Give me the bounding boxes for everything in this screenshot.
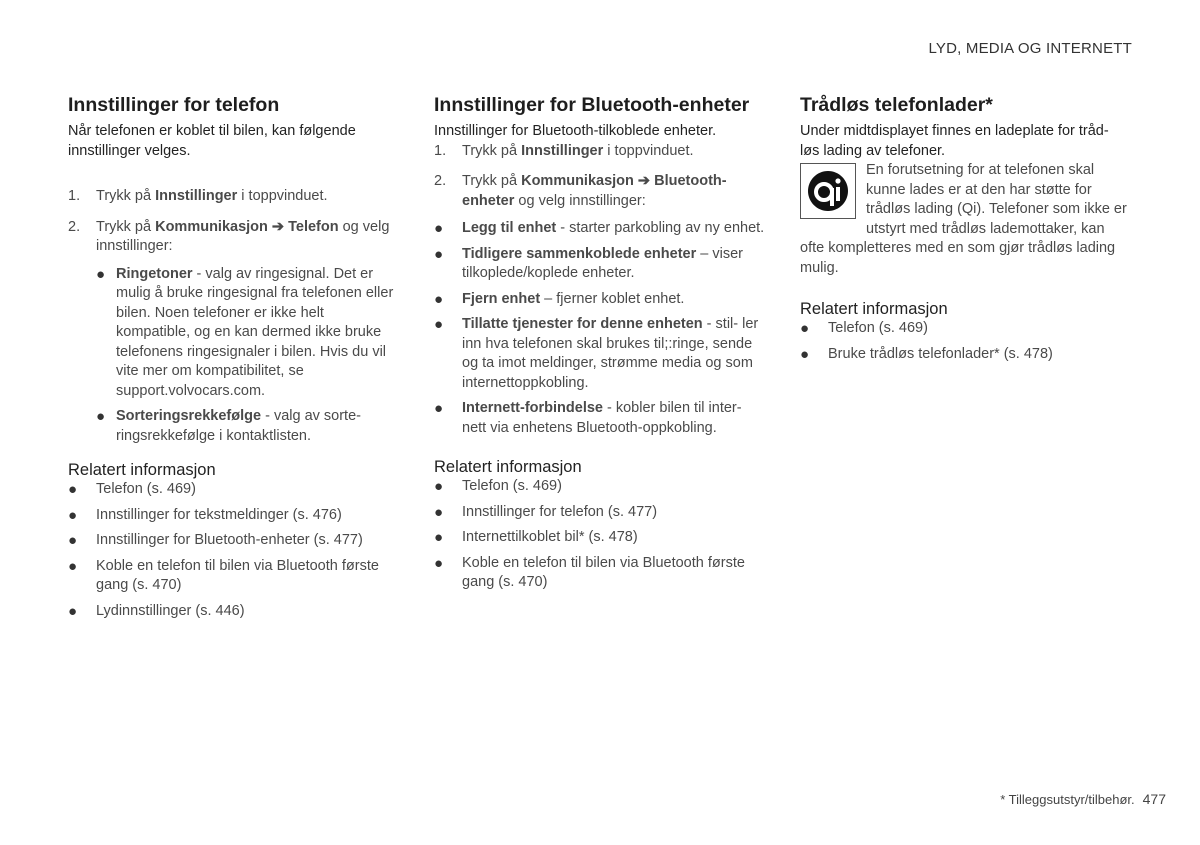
related-link[interactable]	[68, 602, 400, 622]
list-item	[434, 315, 766, 393]
related-link[interactable]	[434, 503, 766, 523]
related-title: Relatert informasjon	[434, 458, 582, 476]
bullet-icon: ●	[68, 481, 78, 498]
step-text: og velg innstillinger:	[96, 218, 390, 254]
step-text: Trykk på	[96, 218, 156, 235]
bullet-icon: ●	[800, 320, 810, 337]
related-link[interactable]	[68, 557, 400, 596]
related-link[interactable]	[434, 528, 766, 548]
bullet-icon: ●	[68, 557, 78, 575]
section-header: LYD, MEDIA OG INTERNETT	[928, 40, 1132, 57]
step-text: i toppvinduet.	[603, 142, 694, 159]
option-keyword: Internett-forbindelse	[462, 400, 603, 416]
section-title: Innstillinger for telefon	[68, 94, 280, 116]
bullet-icon: ●	[68, 602, 78, 620]
footnote: * Tilleggsutstyr/tilbehør.	[1000, 792, 1135, 807]
list-item	[68, 407, 400, 446]
bullet-icon: ●	[68, 506, 78, 524]
bullet-icon: ●	[434, 400, 444, 417]
related-link-text: Innstillinger for telefon (s. 477)	[462, 503, 658, 520]
phone-settings-section	[68, 93, 400, 621]
qi-logo-icon	[805, 168, 851, 214]
bullet-icon: ●	[434, 554, 444, 572]
bullet-icon: ●	[434, 529, 444, 546]
menu-keyword: Kommunikasjon	[155, 218, 268, 235]
qi-wireless-charging-icon	[800, 163, 856, 219]
related-link-text: Innstillinger for Bluetooth-enheter (s. 477)	[96, 532, 363, 548]
option-keyword: Tidligere sammenkoblede enheter	[462, 245, 697, 262]
related-link[interactable]	[800, 319, 1130, 339]
bullet-icon: ●	[434, 220, 444, 237]
charger-body-text: En forutsetning for at telefonen skal kunne lades er at den har støtte for trådløs lading (Qi). Telefoner som ikke er utstyrt med trådløs lademottaker, kan ofte kompletteres med en som gjør trådløs lading mulig.	[800, 162, 1127, 276]
option-text: - kobler bilen til inter- nett via enhetens Bluetooth-oppkobling.	[462, 400, 742, 436]
menu-keyword: Bluetooth- enheter	[462, 173, 727, 209]
option-keyword: Tillatte tjenester for denne enheten	[462, 316, 703, 332]
step-item	[68, 187, 400, 207]
option-text: - stil- ler inn hva telefonen skal brukes til;:ringe, sende og ta imot meldinger, strømme media og som internettoppkobling.	[462, 316, 759, 391]
bullet-icon: ●	[434, 316, 444, 333]
option-keyword: Legg til enhet	[462, 220, 557, 236]
step-number: 2.	[434, 173, 447, 189]
option-text: - starter parkobling av ny enhet.	[556, 220, 765, 236]
related-link-text: Koble en telefon til bilen via Bluetooth første gang (s. 470)	[462, 554, 745, 590]
bluetooth-settings-section	[434, 93, 766, 593]
step-text: i toppvinduet.	[237, 188, 328, 204]
option-text: – viser tilkoplede/koplede enheter.	[462, 245, 743, 281]
related-link-text: Lydinnstillinger (s. 446)	[96, 602, 245, 619]
bullet-icon: ●	[68, 532, 78, 549]
section-intro: Innstillinger for Bluetooth-tilkoblede enheter.	[434, 123, 717, 139]
page-footer	[1000, 791, 1166, 807]
related-link-text: Telefon (s. 469)	[828, 320, 928, 336]
related-link[interactable]	[68, 506, 400, 526]
list-item	[434, 245, 766, 284]
related-link[interactable]	[800, 345, 1130, 365]
bullet-icon: ●	[434, 478, 444, 495]
bullet-icon: ●	[434, 245, 444, 263]
related-link-text: Telefon (s. 469)	[96, 481, 196, 497]
list-item	[434, 219, 766, 239]
section-title: Innstillinger for Bluetooth-enheter	[434, 94, 750, 116]
related-link[interactable]	[68, 480, 400, 500]
step-text: Trykk på	[96, 188, 156, 204]
menu-keyword: Innstillinger	[155, 188, 238, 204]
bullet-icon: ●	[800, 345, 810, 363]
related-link-text: Innstillinger for tekstmeldinger (s. 476)	[96, 506, 342, 523]
step-text: Trykk på	[462, 173, 522, 189]
bullet-icon: ●	[434, 290, 444, 308]
step-number: 2.	[68, 218, 81, 235]
option-text: - valg av ringesignal. Det er mulig å bruke ringesignal fra telefonen eller bilen. Noen telefoner er ikke helt kompatible, og en kan dermed ikke bruke telefonens ringesignaler i bilen. Hvis du vil vite mer om kompatibilitet, se support.volvocars.com.	[116, 265, 394, 399]
option-keyword: Fjern enhet	[462, 290, 541, 307]
step-item	[68, 218, 400, 257]
menu-keyword: Kommunikasjon	[521, 173, 634, 189]
option-text: – fjerner koblet enhet.	[540, 290, 685, 307]
related-link[interactable]	[434, 477, 766, 497]
section-intro: Når telefonen er koblet til bilen, kan følgende innstillinger velges.	[68, 123, 356, 159]
related-link-text: Bruke trådløs telefonlader* (s. 478)	[828, 345, 1053, 362]
charger-description	[800, 161, 1130, 278]
page-number: 477	[1142, 791, 1166, 807]
list-item	[434, 290, 766, 310]
related-link[interactable]	[68, 531, 400, 551]
related-link-text: Internettilkoblet bil* (s. 478)	[462, 529, 638, 545]
list-item	[434, 399, 766, 438]
step-number: 1.	[434, 142, 447, 159]
related-title: Relatert informasjon	[68, 461, 216, 479]
step-text: Trykk på	[462, 142, 522, 159]
bullet-icon: ●	[96, 265, 106, 283]
related-title: Relatert informasjon	[800, 300, 948, 318]
step-item	[434, 172, 766, 211]
related-link-text: Koble en telefon til bilen via Bluetooth første gang (s. 470)	[96, 557, 379, 593]
section-intro: Under midtdisplayet finnes en ladeplate for tråd- løs lading av telefoner.	[800, 123, 1109, 159]
wireless-charger-section	[800, 93, 1130, 364]
menu-keyword: Telefon	[288, 218, 339, 235]
arrow-right-icon: ➔	[637, 173, 651, 189]
menu-keyword: Innstillinger	[521, 142, 604, 159]
step-item	[434, 142, 766, 162]
option-keyword: Sorteringsrekkefølge	[116, 408, 262, 424]
section-title: Trådløs telefonlader*	[800, 94, 993, 116]
option-keyword: Ringetoner	[116, 265, 193, 282]
step-text: og velg innstillinger:	[514, 192, 646, 209]
option-text: - valg av sorte- ringsrekkefølge i kontaktlisten.	[116, 408, 361, 444]
list-item	[68, 265, 400, 402]
bullet-icon: ●	[434, 503, 444, 521]
related-link-text: Telefon (s. 469)	[462, 478, 562, 494]
bullet-icon: ●	[96, 408, 106, 425]
step-number: 1.	[68, 188, 81, 204]
arrow-right-icon: ➔	[271, 218, 285, 235]
related-link[interactable]	[434, 554, 766, 593]
